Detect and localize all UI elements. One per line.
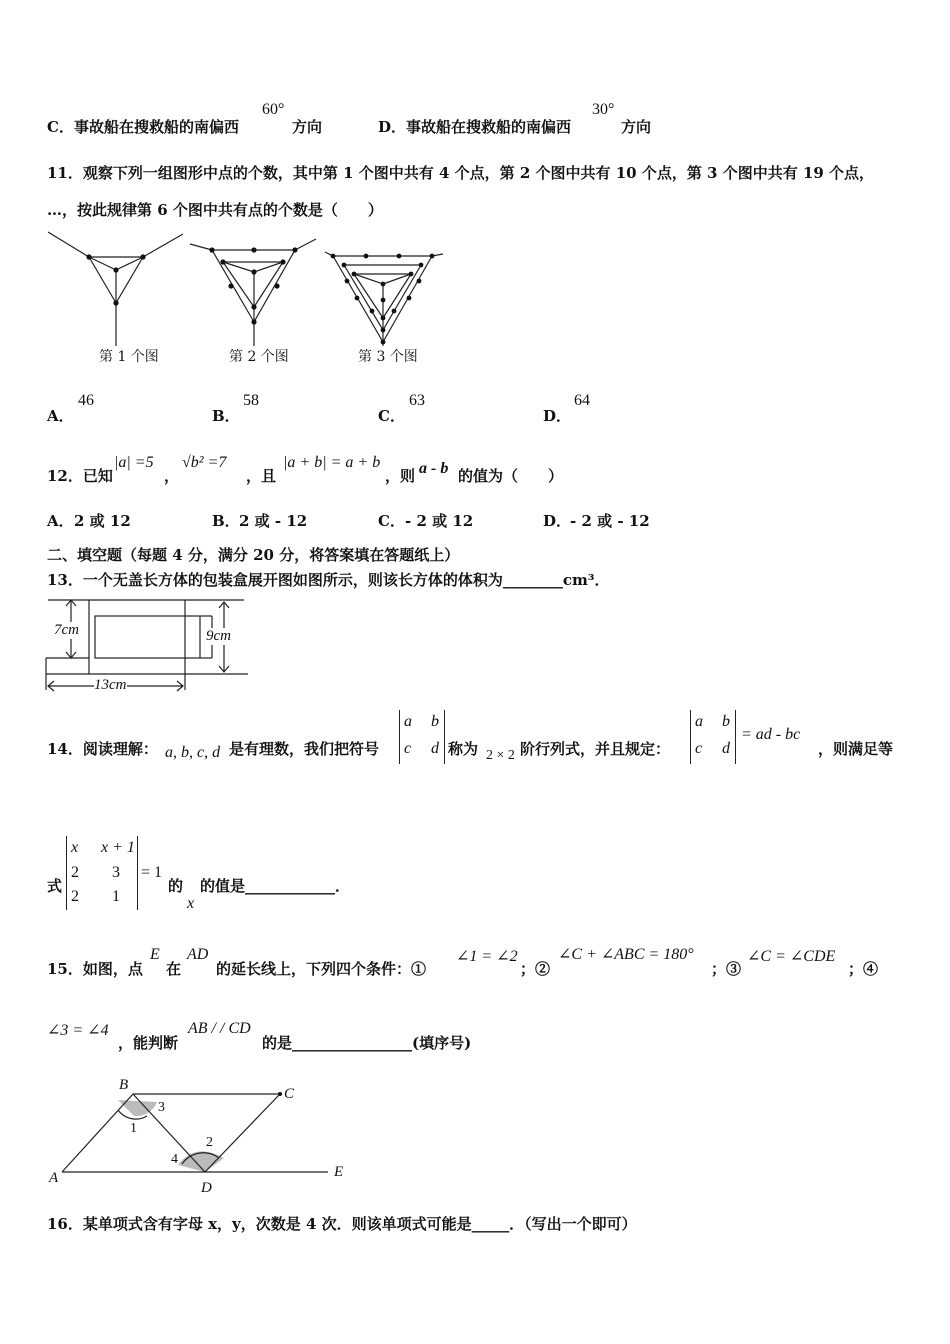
q14-variables: a, b, c, d [165,744,221,761]
option-d-letter-q11: D． [543,407,572,425]
eq-entry-1-2: x + 1 [101,839,135,856]
q14-order: 2 × 2 [486,748,515,763]
q15-text-3: 的延长线上，下列四个条件：① [216,960,427,978]
det-entry-a: a [404,713,412,730]
dimension-13cm: 13cm [94,677,127,693]
option-d-value-q11: 64 [574,392,590,409]
question-16: 16．某单项式含有字母 x，y，次数是 4 次．则该单项式可能是_____．（写出一个即可） [47,1215,637,1233]
option-c-q10: C．事故船在搜救船的南偏西 [47,118,239,136]
option-c-value-q11: 63 [409,392,425,409]
q14-definition: = ad - bc [741,726,801,743]
q14-equals-one: = 1 [141,864,163,881]
det-entry-c: c [404,740,412,757]
q14-text-4: ，则满足等 [818,740,894,758]
direction-d-q10: 方向 [621,118,652,136]
question-13: 13．一个无盖长方体的包装盒展开图如图所示，则该长方体的体积为________cm³． [47,571,610,589]
q15-text-2: 在 [166,960,182,978]
eq-entry-2-2: 3 [112,864,120,881]
figure-3-caption: 第 3 个图 [356,346,420,366]
figure-1-caption: 第 1 个图 [97,346,161,366]
q14-text-6: 的 [168,877,184,895]
figure-2-caption: 第 2 个图 [227,346,291,366]
eq-entry-3-1: 2 [71,888,79,905]
question-14-prefix: 14．阅读理解： [47,740,158,758]
option-b-letter-q12: B． [212,512,240,530]
eq-entry-3-2: 1 [112,888,120,905]
option-b-letter-q11: B． [212,407,240,425]
det-entry-b: b [431,713,439,730]
def-entry-a: a [695,713,703,730]
label-b: B [119,1077,129,1093]
question-12-prefix: 12．已知 [47,467,113,485]
q12-expression: a - b [419,460,449,477]
q12-condition-2: √b² =7 [182,454,227,471]
q12-sep-2: ，且 [246,467,277,485]
question-15-prefix: 15．如图，点 [47,960,143,978]
option-d-letter-q12: D． [543,512,572,530]
angle-label-4: 4 [171,1152,178,1167]
section-2-heading: 二、填空题（每题 4 分，满分 20 分，将答案填在答题纸上） [47,546,460,564]
def-entry-b: b [722,713,730,730]
label-d: D [201,1180,212,1196]
direction-c-q10: 方向 [292,118,323,136]
q14-answer-blank: 的值是____________． [200,877,351,895]
q15-point-e: E [150,946,160,963]
option-a-value-q12: 2 或 12 [74,512,131,530]
q15-condition-2: ∠C + ∠ABC = 180° [558,946,694,963]
q15-parallel: AB / / CD [188,1020,251,1037]
option-a-letter-q12: A． [47,512,74,530]
det-entry-d: d [431,740,439,757]
q15-segment-ad: AD [187,946,209,963]
q15-text-7: ，能判断 [118,1034,179,1052]
q12-mid: ，则 [385,467,416,485]
q15-condition-3: ∠C = ∠CDE [747,948,836,965]
q14-text-1: 是有理数，我们把符号 [229,740,380,758]
label-a: A [49,1170,59,1186]
option-a-value-q11: 46 [78,392,94,409]
q14-text-5: 式 [47,877,63,895]
q15-text-5: ；③ [711,960,742,978]
label-e: E [334,1164,344,1180]
angle-label-1: 1 [130,1121,137,1136]
q12-sep-1: ， [164,467,180,485]
q14-variable-x: x [187,895,195,912]
option-c-value-q12: - 2 或 12 [405,512,474,530]
angle-c-q10: 60° [262,101,285,118]
q12-condition-1: |a| =5 [114,454,154,471]
angle-label-2: 2 [206,1135,213,1150]
def-entry-d: d [722,740,730,757]
option-b-value-q11: 58 [243,392,259,409]
option-c-letter-q12: C． [378,512,405,530]
def-entry-c: c [695,740,703,757]
q15-condition-4: ∠3 = ∠4 [47,1022,109,1039]
angle-label-3: 3 [158,1100,165,1115]
option-c-letter-q11: C． [378,407,405,425]
option-d-value-q12: - 2 或 - 12 [570,512,650,530]
eq-entry-1-1: x [71,839,79,856]
dimension-7cm: 7cm [54,622,79,638]
angle-d-q10: 30° [592,101,615,118]
option-a-letter-q11: A． [47,407,74,425]
label-c: C [284,1086,295,1102]
q14-text-2: 称为 [448,740,479,758]
option-d-q10: D．事故船在搜救船的南偏西 [378,118,572,136]
dimension-9cm: 9cm [206,628,231,644]
question-11-line2: …，按此规律第 6 个图中共有点的个数是（ ） [47,201,383,219]
q14-text-3: 阶行列式，并且规定： [520,740,671,758]
option-b-value-q12: 2 或 - 12 [239,512,308,530]
q15-condition-1: ∠1 = ∠2 [456,948,518,965]
q15-answer-blank: 的是________________(填序号) [262,1034,472,1052]
q12-suffix: 的值为（ ） [458,467,564,485]
q15-text-6: ；④ [848,960,879,978]
q12-condition-3: |a + b| = a + b [283,454,381,471]
q15-text-4: ；② [520,960,551,978]
question-11-line1: 11．观察下列一组图形中点的个数，其中第 1 个图中共有 4 个点，第 2 个图中共有 10 个点，第 3 个图中共有 19 个点， [47,164,875,182]
eq-entry-2-1: 2 [71,864,79,881]
